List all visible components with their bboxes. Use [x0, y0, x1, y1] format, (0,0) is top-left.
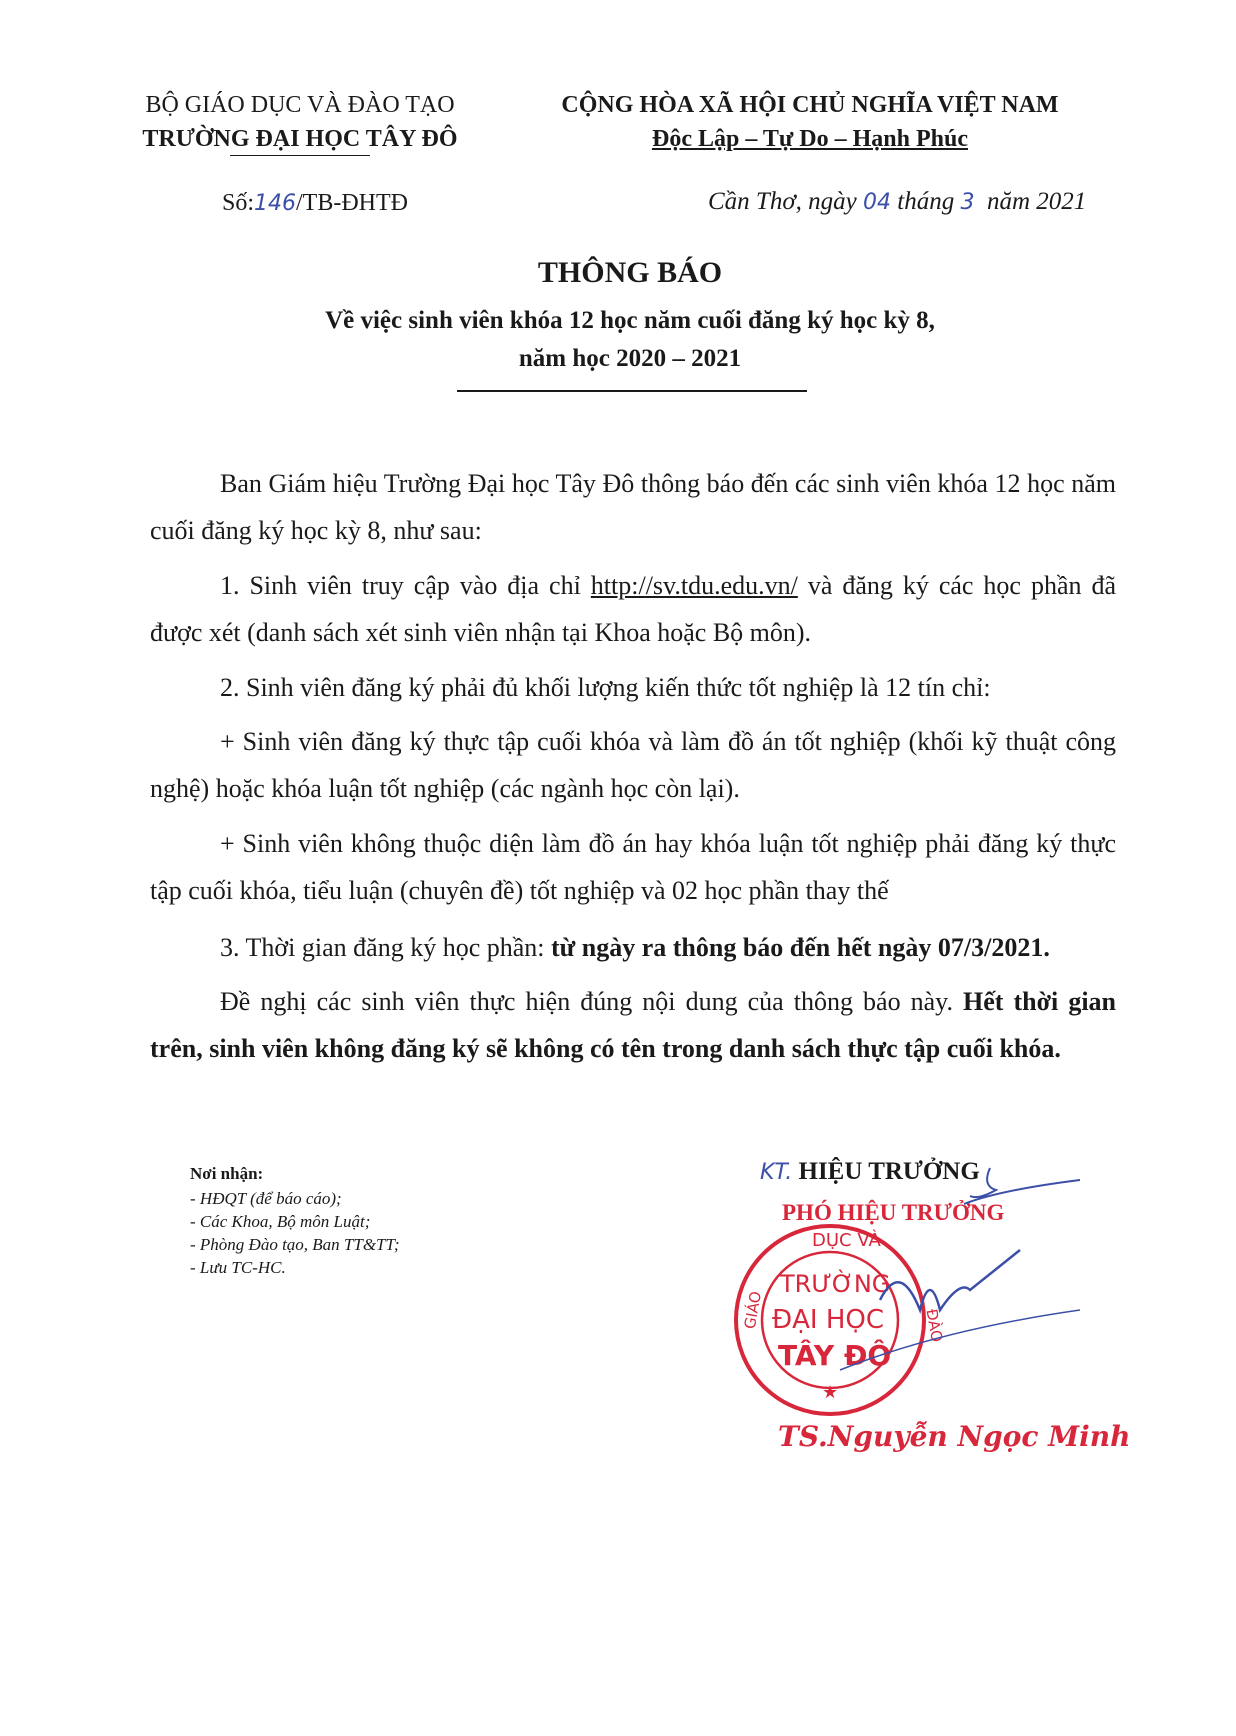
motto: Độc Lập – Tự Do – Hạnh Phúc — [651, 126, 969, 152]
notice-subtitle-line2: năm học 2020 – 2021 — [518, 345, 742, 372]
doc-number-prefix: Số: — [222, 190, 255, 216]
recipients-title: Nơi nhận: — [190, 1164, 264, 1183]
ministry-name: BỘ GIÁO DỤC VÀ ĐÀO TẠO — [145, 92, 455, 118]
signer-name: TS.Nguyễn Ngọc Minh — [778, 1420, 1131, 1453]
notice-subtitle — [150, 302, 1110, 378]
stamp-ring-left: GIÁO — [740, 1289, 765, 1331]
recipient-item: - Phòng Đào tạo, Ban TT&TT; — [190, 1235, 400, 1254]
date-year: năm 2021 — [974, 188, 1087, 215]
stamp-ring-top: DỤC VÀ — [812, 1230, 881, 1251]
date-month-word: tháng — [891, 188, 961, 215]
item-1-text-b: và đăng ký các học phần đã được xét (danh sách xét sinh viên nhận tại Khoa hoặc Bộ môn). — [150, 571, 1116, 647]
header-left-underline — [230, 155, 370, 156]
recipient-item: - Các Khoa, Bộ môn Luật; — [190, 1212, 371, 1231]
doc-number-suffix: /TB-ĐHTĐ — [296, 190, 408, 216]
recipients-block — [190, 1164, 400, 1279]
stamp-ring-right: ĐÀO — [922, 1307, 946, 1344]
date-line — [708, 188, 1086, 216]
item-2-plus-2: + Sinh viên không thuộc diện làm đồ án hay khóa luận tốt nghiệp phải đăng ký thực tập cuối khóa, tiểu luận (chuyên đề) tốt nghiệp và 02 học phần thay thế — [150, 829, 1116, 905]
stamp-line-1: TRƯỜNG — [780, 1270, 891, 1298]
stamp-star-icon: ★ — [822, 1382, 839, 1403]
signature-role: HIỆU TRƯỞNG — [798, 1158, 980, 1185]
recipient-item: - HĐQT (để báo cáo); — [190, 1189, 342, 1208]
recipient-item: - Lưu TC-HC. — [190, 1258, 286, 1277]
intro-paragraph: Ban Giám hiệu Trường Đại học Tây Đô thông báo đến các sinh viên khóa 12 học năm cuối đăng ký học kỳ 8, như sau: — [150, 469, 1116, 545]
stamp-line-2: ĐẠI HỌC — [772, 1305, 885, 1335]
portal-link[interactable]: http://sv.tdu.edu.vn/ — [590, 571, 798, 600]
stamp-line-3: TÂY ĐÔ — [778, 1339, 892, 1372]
kt-handwritten: KT. — [760, 1160, 793, 1185]
header-right — [540, 88, 1080, 156]
item-2-plus-1: + Sinh viên đăng ký thực tập cuối khóa và làm đồ án tốt nghiệp (khối kỹ thuật công nghệ) hoặc khóa luận tốt nghiệp (các ngành học còn lại). — [150, 727, 1116, 803]
country-name: CỘNG HÒA XÃ HỘI CHỦ NGHĨA VIỆT NAM — [561, 92, 1059, 118]
header-left — [130, 88, 470, 156]
signature-scrawl-top — [964, 1168, 1080, 1204]
date-month-handwritten: 3 — [960, 190, 975, 215]
notice-subtitle-line1: Về việc sinh viên khóa 12 học năm cuối đăng ký học kỳ 8, — [325, 307, 935, 334]
title-divider — [457, 390, 807, 392]
closing-text-a: Đề nghị các sinh viên thực hiện đúng nội dung của thông báo này. — [220, 987, 964, 1016]
item-2-paragraph: 2. Sinh viên đăng ký phải đủ khối lượng kiến thức tốt nghiệp là 12 tín chỉ: — [220, 673, 991, 702]
closing-warning: Hết thời gian trên, sinh viên không đăng ký sẽ không có tên trong danh sách thực tập cuối khóa. — [150, 987, 1116, 1063]
date-day-handwritten: 04 — [863, 190, 892, 215]
doc-number — [222, 190, 408, 217]
doc-number-handwritten: 146 — [254, 191, 297, 216]
item-3-text-a: 3. Thời gian đăng ký học phần: — [220, 933, 551, 962]
closing-paragraph — [150, 978, 1116, 1072]
school-name: TRƯỜNG ĐẠI HỌC TÂY ĐÔ — [142, 126, 458, 152]
signature-subrole: PHÓ HIỆU TRƯỞNG — [782, 1200, 1005, 1225]
item-3-paragraph — [150, 924, 1116, 971]
item-3-deadline: từ ngày ra thông báo đến hết ngày 07/3/2021. — [551, 933, 1050, 962]
official-stamp — [720, 1160, 1080, 1440]
date-place: Cần Thơ, ngày — [708, 188, 864, 215]
notice-title: THÔNG BÁO — [537, 256, 723, 289]
item-1-text-a: 1. Sinh viên truy cập vào địa chỉ — [220, 571, 591, 600]
item-1-paragraph — [150, 562, 1116, 656]
